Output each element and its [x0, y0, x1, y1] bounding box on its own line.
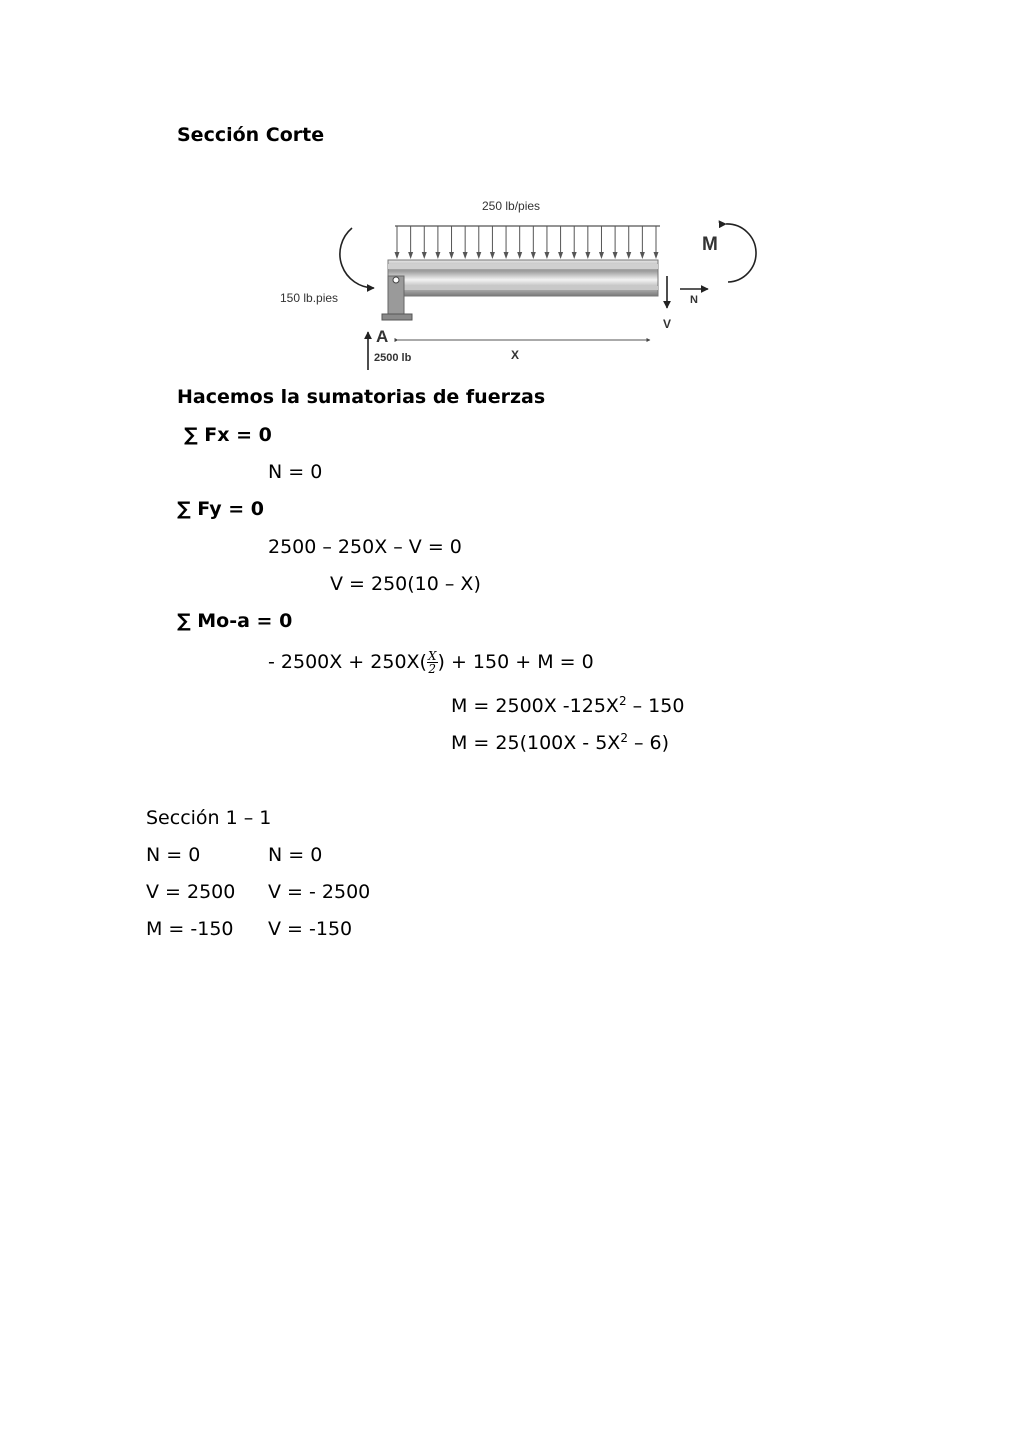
fx-heading: ∑ Fx = 0 [184, 424, 272, 446]
load-arrow-head [585, 252, 590, 259]
sum-heading: Hacemos la sumatorias de fuerzas [177, 386, 546, 408]
load-arrow-head [408, 252, 413, 259]
moment-arrow-right [726, 224, 756, 282]
moment-right-label: M [702, 234, 718, 255]
fy-equation-2: V = 250(10 – X) [330, 573, 481, 595]
load-arrow-head [626, 252, 631, 259]
section-1-1-row-left: M = -150 [146, 918, 234, 940]
section-1-1-row-right: N = 0 [268, 844, 323, 866]
load-arrow-head [504, 252, 509, 259]
section-1-1-row-left: V = 2500 [146, 881, 236, 903]
distributed-load-arrows [395, 226, 659, 259]
reaction-label: 2500 lb [374, 352, 412, 364]
normal-label: N [690, 294, 698, 306]
load-arrow-head [531, 252, 536, 259]
distance-label: X [511, 348, 520, 362]
load-arrow-head [599, 252, 604, 259]
section-1-1-row-right: V = -150 [268, 918, 353, 940]
section-1-1-title: Sección 1 – 1 [146, 807, 272, 829]
moment-equation-2: M = 2500X $-125X^2 - 150$ [451, 694, 685, 717]
section-title: Sección Corte [177, 124, 325, 146]
section-1-1-row-right: V = - 2500 [268, 881, 371, 903]
fx-equation-1: N = 0 [268, 461, 323, 483]
load-arrow-head [435, 252, 440, 259]
beam-diagram [270, 190, 760, 375]
moment-equation-1: - 2500X + 250X( $\frac{X}{2}$ ) + 150 + M = 0 [268, 649, 594, 676]
load-arrow-head [449, 252, 454, 259]
load-arrow-head [544, 252, 549, 259]
shear-label: V [663, 317, 672, 331]
load-arrow-head [613, 252, 618, 259]
load-arrow-head [463, 252, 468, 259]
section-1-1-row-left: N = 0 [146, 844, 201, 866]
distributed-load-label: 250 lb/pies [482, 199, 541, 213]
support-label: A [376, 327, 389, 346]
fraction: $\frac{X}{2}$ [427, 649, 437, 676]
fy-equation-1: 2500 – 250X – V = 0 [268, 536, 462, 558]
moment-arrow-left [340, 228, 374, 288]
moment-heading: ∑ Mo-a = 0 [177, 610, 293, 632]
load-arrow-head [422, 252, 427, 259]
load-arrow-head [558, 252, 563, 259]
load-arrow-head [395, 252, 400, 259]
load-arrow-head [654, 252, 659, 259]
moment-left-label: 150 lb.pies [280, 291, 339, 305]
load-arrow-head [490, 252, 495, 259]
fy-heading: ∑ Fy = 0 [177, 498, 264, 520]
moment-equation-3: $M = 25(100X - 5X^2 - 6)$ [451, 731, 670, 754]
load-arrow-head [640, 252, 645, 259]
load-arrow-head [517, 252, 522, 259]
load-arrow-head [572, 252, 577, 259]
load-arrow-head [476, 252, 481, 259]
